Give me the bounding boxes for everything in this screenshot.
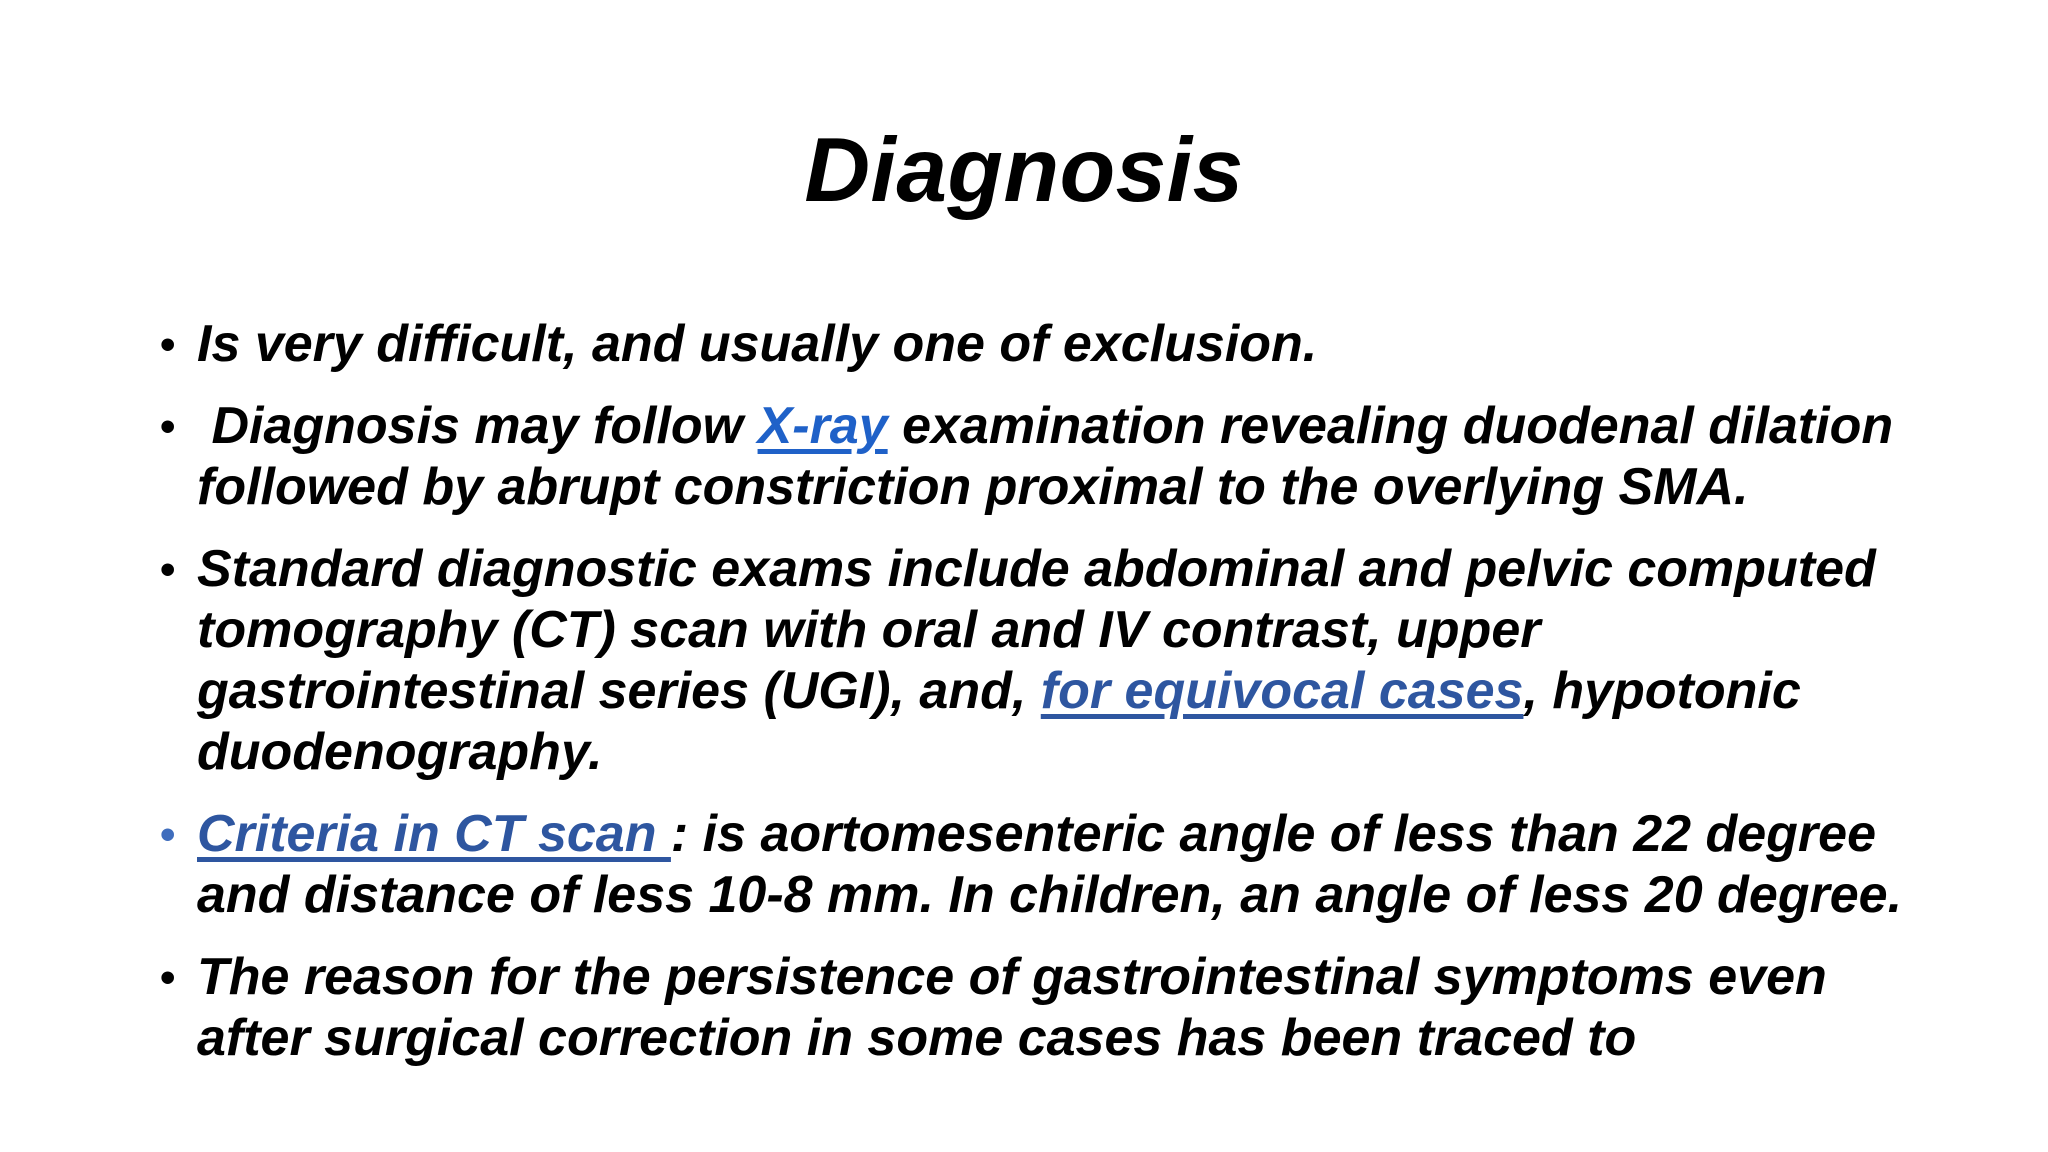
equivocal-cases-link[interactable]: for equivocal cases [1040, 662, 1524, 720]
bullet-dot: • [160, 320, 176, 369]
bullet-text: : is aortomesenteric angle of less than 22 degree and distance of less 10-8 mm. In children, an angle of less 20 degree. [197, 805, 1903, 924]
bullet-item-exclusion [160, 314, 1920, 375]
bullet-dot: • [160, 810, 176, 859]
bullet-item-ct-criteria [160, 804, 1920, 926]
bullet-text: , hypotonic duodenography. [197, 662, 1801, 781]
bullet-text: examination revealing duodenal dilation followed by abrupt constriction proximal to the overlying SMA. [197, 397, 1894, 516]
bullet-list [160, 314, 1920, 1090]
bullet-item-xray [160, 396, 1920, 518]
bullet-dot: • [160, 402, 176, 451]
slide-title: Diagnosis [804, 120, 1244, 221]
bullet-text: The reason for the persistence of gastrointestinal symptoms even after surgical correction in some cases has been traced to [197, 948, 1827, 1067]
bullet-dot: • [160, 953, 176, 1002]
bullet-dot: • [160, 545, 176, 594]
bullet-item-standard-exams [160, 539, 1920, 783]
bullet-text: Is very difficult, and usually one of exclusion. [197, 315, 1318, 373]
bullet-text: Diagnosis may follow [197, 397, 758, 455]
bullet-text: Standard diagnostic exams include abdominal and pelvic computed tomography (CT) scan with oral and IV contrast, upper gastrointestinal series (UGI), and, [197, 540, 1876, 720]
bullet-item-persistence [160, 947, 1920, 1069]
xray-link[interactable]: X-ray [757, 397, 888, 455]
ct-criteria-link[interactable]: Criteria in CT scan [197, 805, 671, 863]
